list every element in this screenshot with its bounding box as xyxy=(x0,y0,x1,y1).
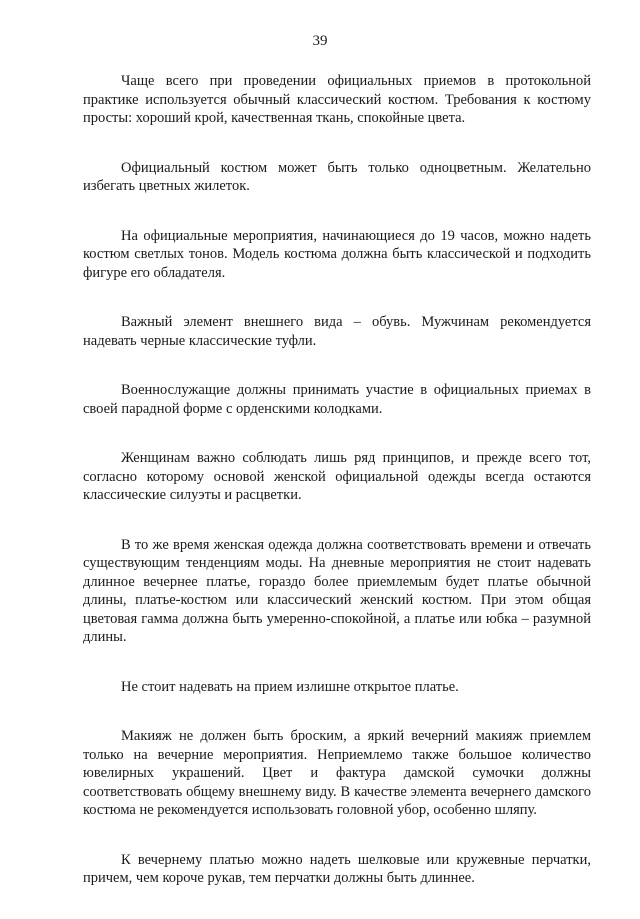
paragraph: К вечернему платью можно надеть шелковые или кружевные перчатки, причем, чем короче рукав, тем перчатки должны быть длиннее. xyxy=(83,851,591,886)
paragraph: Военнослужащие должны принимать участие в официальных приемах в своей парадной форме с орденскими колодками. xyxy=(83,382,591,417)
paragraph: Женщинам важно соблюдать лишь ряд принципов, и прежде всего тот, согласно которому основой женской официальной одежды всегда остаются классические силуэты и расцветки. xyxy=(83,450,591,503)
document-body xyxy=(83,72,591,919)
paragraph: Макияж не должен быть броским, а яркий вечерний макияж приемлем только на вечерние мероприятия. Неприемлемо также большое количество ювелирных украшений. Цвет и фактура дамской сумочки должны соответствовать общему внешнему виду. В качестве элемента вечернего дамского костюма не рекомендуется использовать головной убор, особенно шляпу. xyxy=(83,728,591,818)
paragraph: Официальный костюм может быть только одноцветным. Желательно избегать цветных жилеток. xyxy=(83,159,591,194)
paragraph: На официальные мероприятия, начинающиеся до 19 часов, можно надеть костюм светлых тонов. Модель костюма должна быть классической и подходить фигуре его обладателя. xyxy=(83,227,591,281)
paragraph: Не стоит надевать на прием излишне открытое платье. xyxy=(121,678,459,695)
page-number: 39 xyxy=(312,33,328,49)
paragraph: В то же время женская одежда должна соответствовать времени и отвечать существующим тенденциям моды. На дневные мероприятия не стоит надевать длинное вечернее платье, гораздо более приемлемым будет платье обычной длины, платье-костюм или классический женский костюм. При этом общая цветовая гамма должна быть умеренно-спокойной, а платье или юбка – разумной длины. xyxy=(83,536,591,645)
paragraph: Чаще всего при проведении официальных приемов в протокольной практике используется обычный классический костюм. Требования к костюму просты: хороший крой, качественная ткань, спокойные цвета. xyxy=(83,73,591,126)
paragraph: Важный элемент внешнего вида – обувь. Мужчинам рекомендуется надевать черные классические туфли. xyxy=(83,314,591,349)
